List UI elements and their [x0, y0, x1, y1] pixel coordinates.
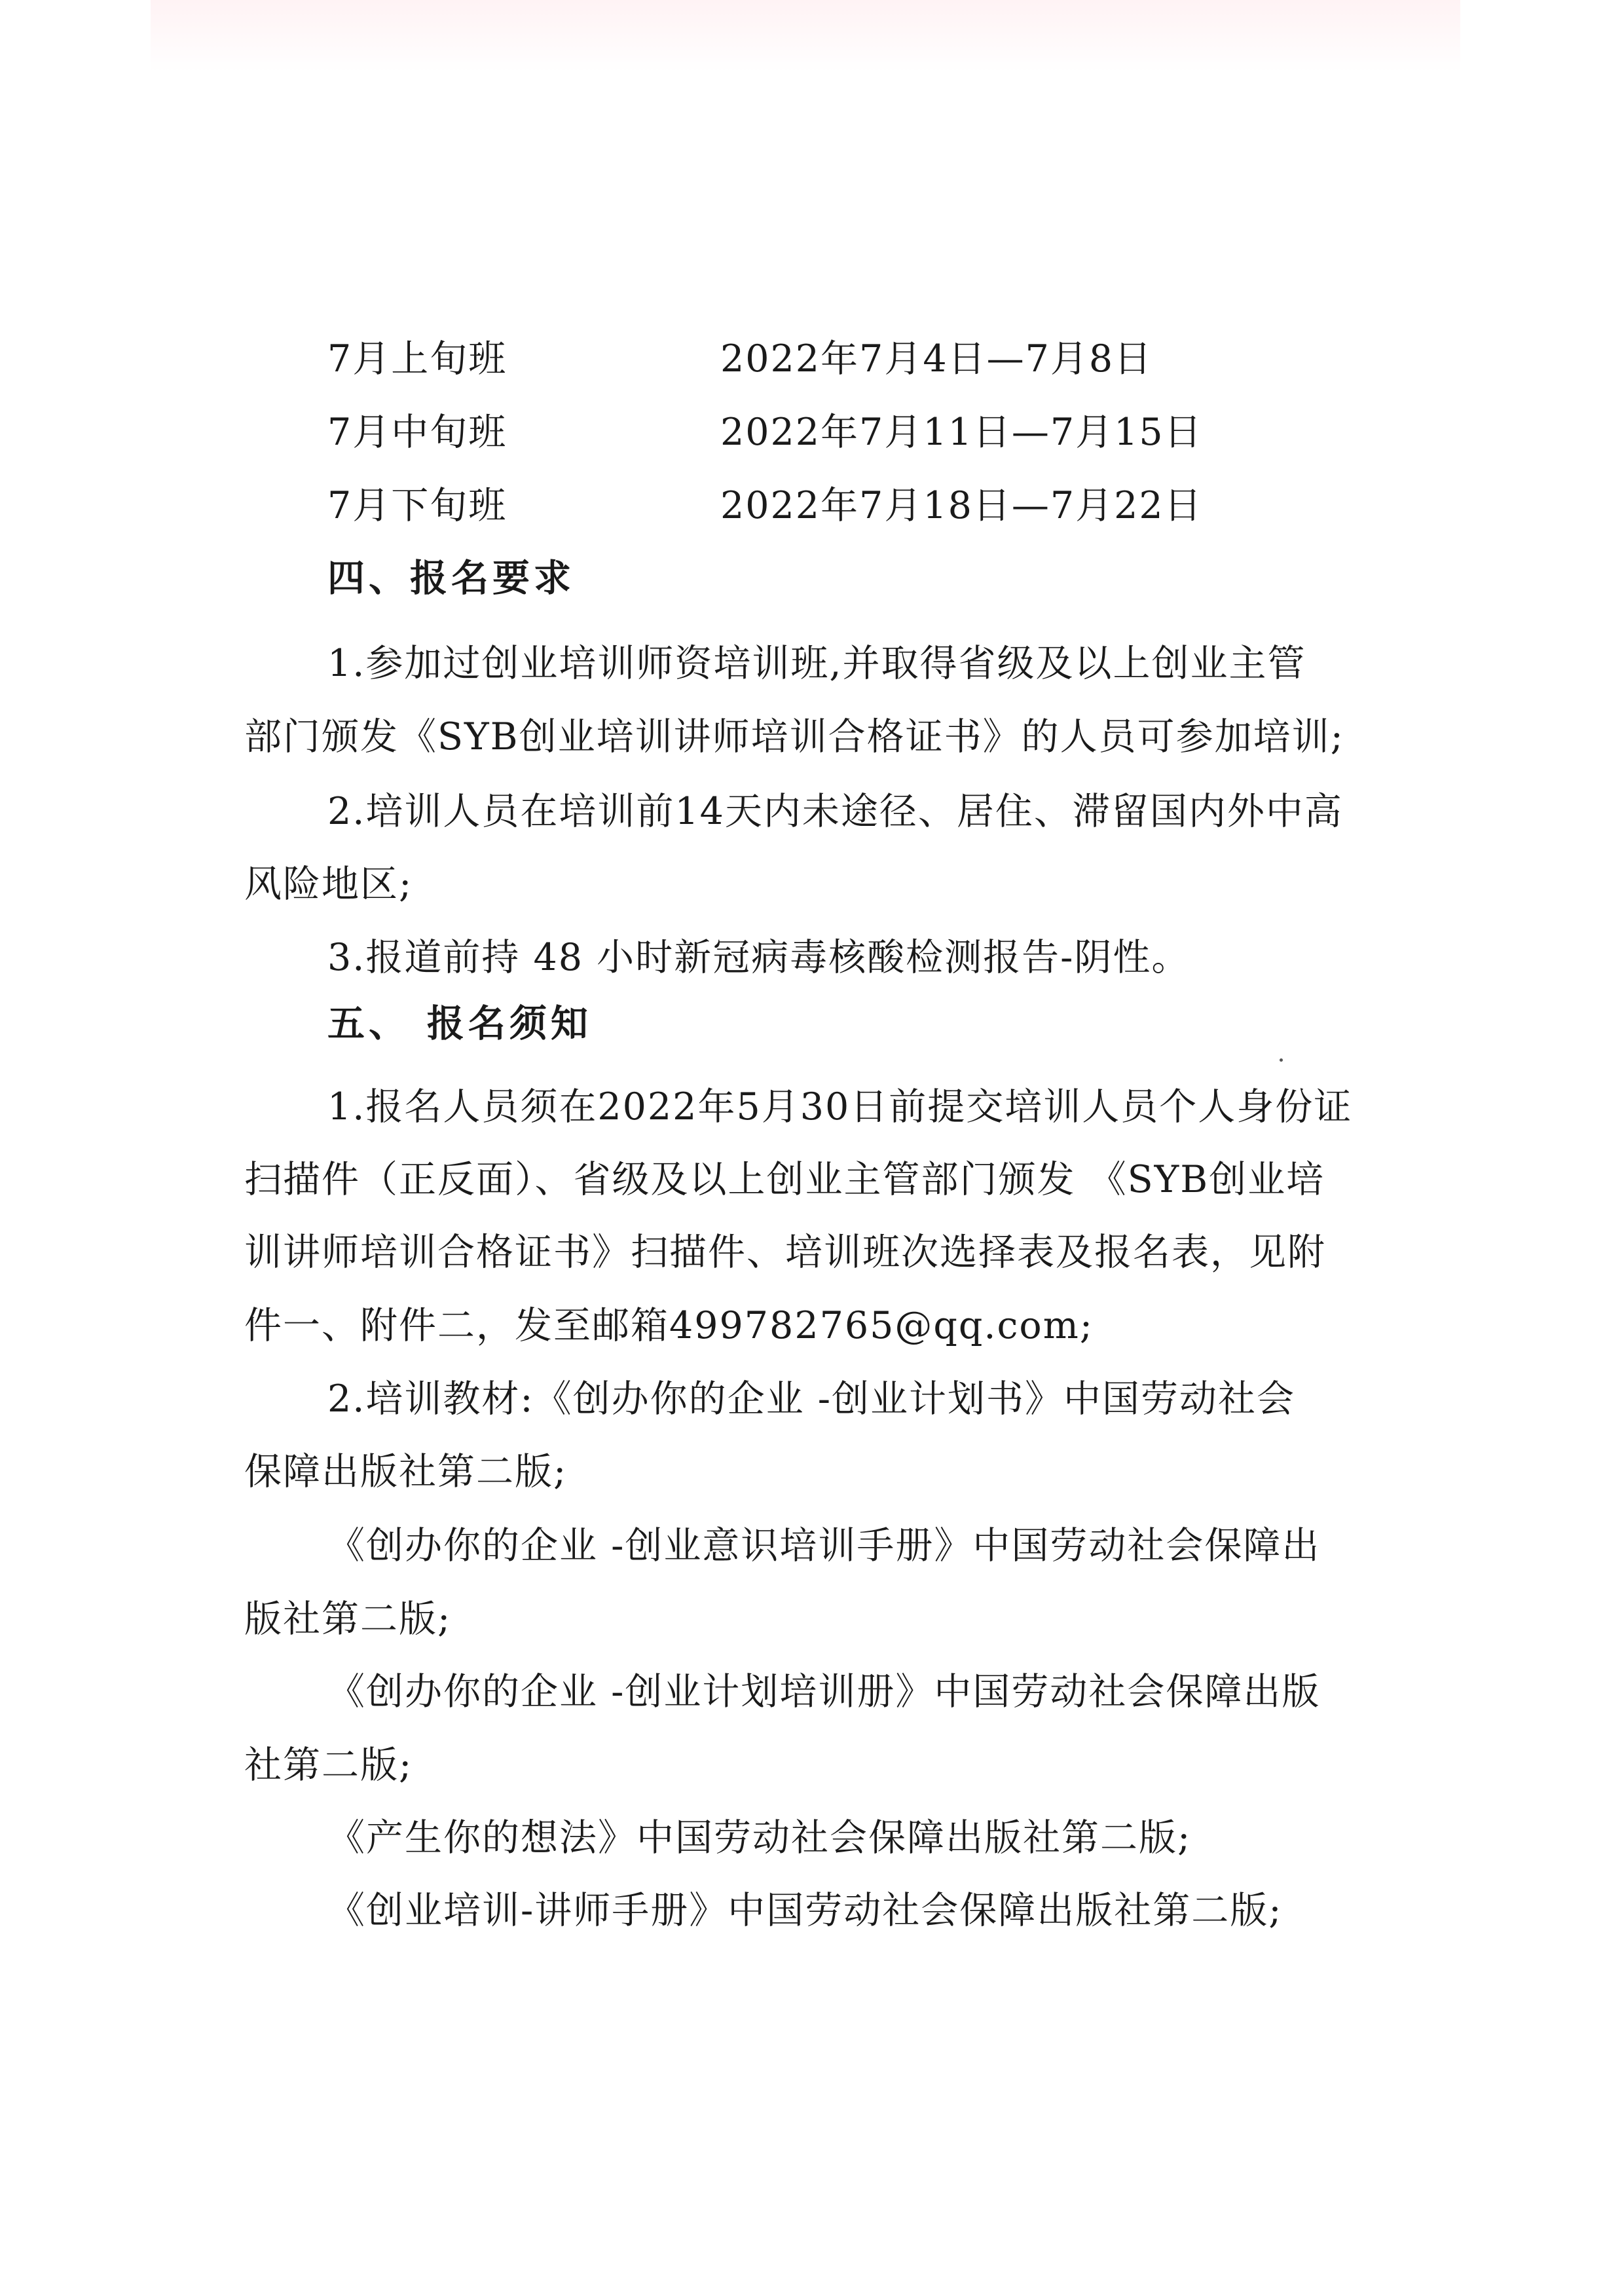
section-heading-notice: 五、 报名须知 [327, 1002, 592, 1045]
notice-1-line-3: 训讲师培训合格证书》扫描件、培训班次选择表及报名表，见附 [244, 1231, 1326, 1274]
scan-tint [151, 0, 1460, 72]
section-heading-requirements: 四、报名要求 [327, 557, 575, 600]
textbook-2-line-1: 《创办你的企业 -创业意识培训手册》中国劳动社会保障出 [327, 1524, 1321, 1567]
requirement-1-line-2: 部门颁发《SYB创业培训讲师培训合格证书》的人员可参加培训; [244, 715, 1344, 758]
schedule-name-1: 7月上旬班 [327, 337, 507, 381]
textbook-3-line-1: 《创办你的企业 -创业计划培训册》中国劳动社会保障出版 [327, 1670, 1321, 1713]
requirement-1-line-1: 1.参加过创业培训师资培训班,并取得省级及以上创业主管 [327, 642, 1306, 685]
textbook-3-line-2: 社第二版; [244, 1744, 413, 1787]
notice-2-line-1: 2.培训教材:《创办你的企业 -创业计划书》中国劳动社会 [327, 1377, 1295, 1421]
notice-1-line-1: 1.报名人员须在2022年5月30日前提交培训人员个人身份证 [327, 1085, 1353, 1129]
schedule-name-3: 7月下旬班 [327, 484, 507, 527]
notice-1-line-4: 件一、附件二，发至邮箱499782765@qq.com; [244, 1304, 1094, 1347]
schedule-dates-1: 2022年7月4日—7月8日 [720, 337, 1153, 381]
notice-2-line-2: 保障出版社第二版; [244, 1450, 568, 1493]
requirement-2-line-1: 2.培训人员在培训前14天内未途径、居住、滞留国内外中高 [327, 790, 1343, 833]
schedule-name-2: 7月中旬班 [327, 411, 507, 454]
schedule-dates-3: 2022年7月18日—7月22日 [720, 484, 1203, 527]
requirement-2-line-2: 风险地区; [244, 863, 413, 906]
schedule-dates-2: 2022年7月11日—7月15日 [720, 411, 1203, 454]
textbook-2-line-2: 版社第二版; [244, 1597, 452, 1641]
textbook-4: 《产生你的想法》中国劳动社会保障出版社第二版; [327, 1816, 1192, 1859]
notice-1-line-2: 扫描件（正反面）、省级及以上创业主管部门颁发 《SYB创业培 [244, 1158, 1325, 1201]
scan-speck [1280, 1058, 1283, 1062]
textbook-5: 《创业培训-讲师手册》中国劳动社会保障出版社第二版; [327, 1889, 1283, 1932]
requirement-3: 3.报道前持 48 小时新冠病毒核酸检测报告-阴性。 [327, 936, 1190, 979]
